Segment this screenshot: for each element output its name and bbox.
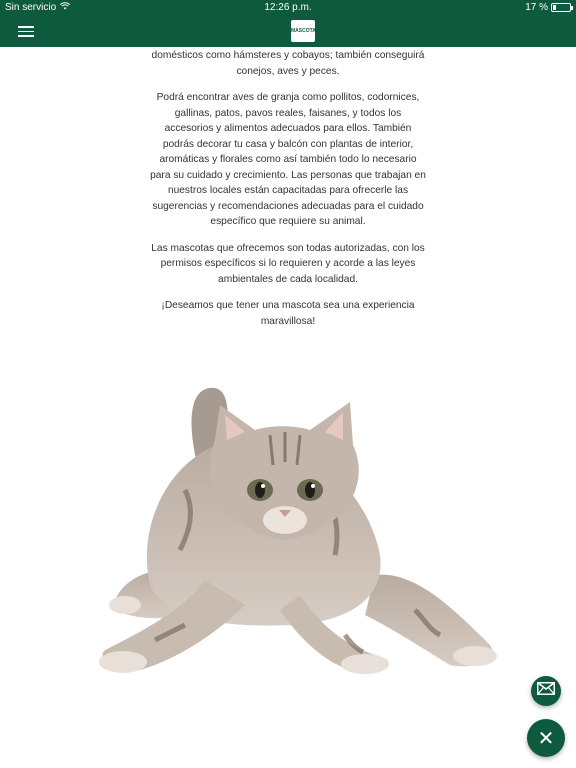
top-bar: [0, 0, 576, 47]
battery-fill: [553, 5, 556, 10]
article-paragraph: Las mascotas que ofrecemos son todas autorizadas, con los permisos específicos si lo requieren y acorde a las leyes ambientales de cada localidad.: [151, 242, 425, 285]
mail-icon: [537, 682, 555, 700]
brand-logo[interactable]: [291, 20, 320, 42]
battery-percent: 17 %: [525, 2, 548, 13]
article-paragraph: ¡Deseamos que tener una mascota sea una experiencia maravillosa!: [161, 300, 415, 327]
kitten-photo: [95, 380, 505, 680]
battery-icon: [551, 3, 571, 12]
hamburger-menu-icon[interactable]: [18, 26, 34, 38]
status-bar: [0, 0, 576, 16]
carrier-label: Sin servicio: [5, 2, 57, 13]
article-text: [150, 47, 426, 340]
status-time: 12:26 p.m.: [264, 2, 312, 13]
logo-text: MASCOTAS: [291, 28, 320, 34]
article-paragraph: Podrá encontrar aves de granja como pollitos, codornices, gallinas, patos, pavos reales, faisanes, y todos los accesorios y alimentos adecuados para ellos. También podrás decorar tu casa y balcón con plantas de interior, aromáticas y florales como así también todo lo necesario para su cuidado y crecimiento. Las personas que trabajan en nuestros locales están capacitadas para ofrecerle las sugerencias y recomendaciones adecuadas para el cuidado específico que requiere su animal.: [150, 92, 426, 227]
mail-button[interactable]: [531, 676, 561, 706]
article-paragraph: domésticos como hámsteres y cobayos; también conseguirá conejos, aves y peces.: [151, 50, 425, 77]
close-icon: ✕: [537, 727, 555, 750]
close-button[interactable]: [527, 719, 565, 757]
